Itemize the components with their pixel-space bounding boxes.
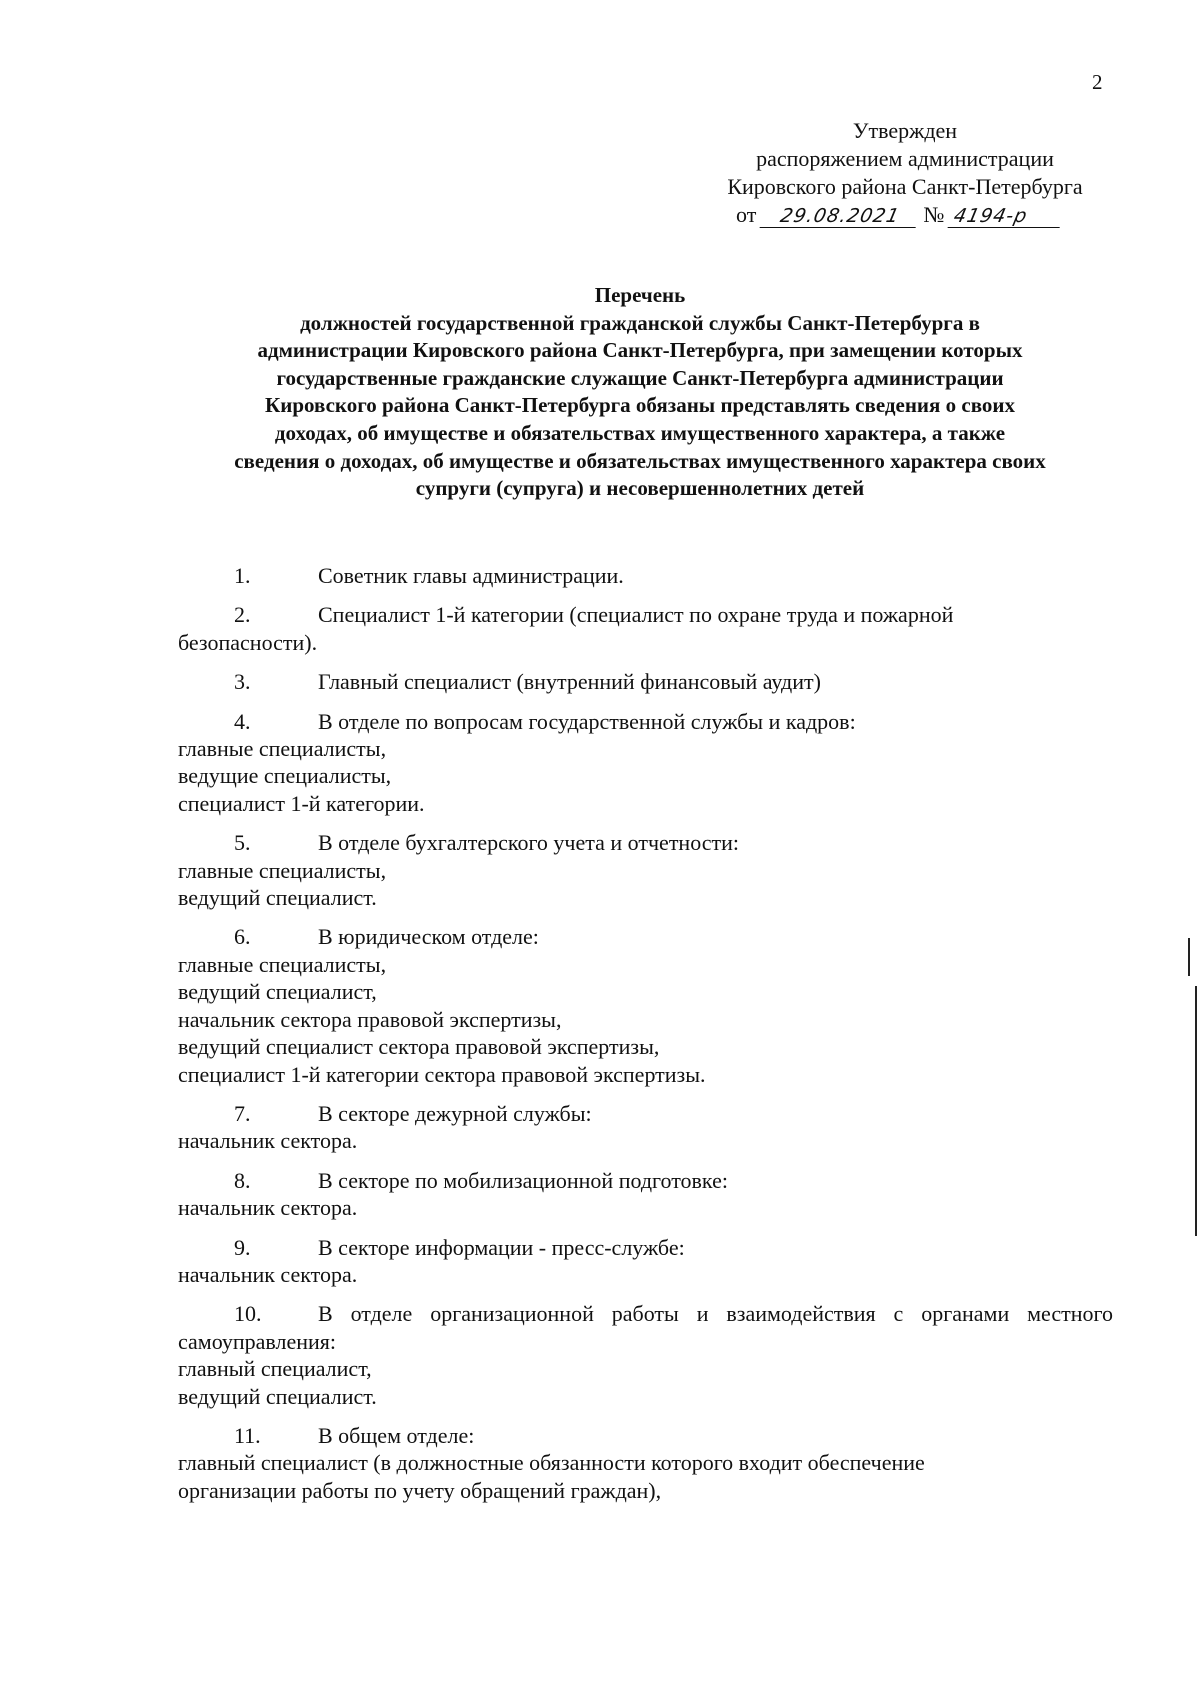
item-text: В отделе организационной работы и взаимодействия с органами местного [318,1301,1113,1327]
item-sub-position: начальник сектора. [178,1195,358,1221]
item-text: В секторе по мобилизационной подготовке: [318,1167,728,1193]
list-item [178,1422,1113,1504]
approval-line: Кировского района Санкт-Петербурга [727,174,1083,199]
item-number: 9. [234,1234,251,1260]
item-number: 2. [234,602,251,628]
item-sub-position: организации работы по учету обращений граждан), [178,1477,662,1503]
item-continuation: самоуправления: [178,1328,337,1354]
list-item [178,923,1113,1087]
item-text: Главный специалист (внутренний финансовый аудит) [318,669,821,695]
list-item [178,668,1113,695]
item-sub-position: ведущий специалист, [178,979,377,1005]
item-sub-position: начальник сектора. [178,1128,358,1154]
approval-line: Утвержден [852,118,958,143]
number-label: № [923,202,945,227]
document-title [175,282,1105,503]
item-sub-position: ведущие специалисты, [178,763,392,789]
item-number: 6. [234,924,251,950]
item-text: В отделе по вопросам государственной службы и кадров: [318,708,856,734]
item-sub-position: специалист 1-й категории сектора правовой экспертизы. [178,1061,706,1087]
item-sub-position: главные специалисты, [178,951,387,977]
item-number: 5. [234,830,251,856]
item-number: 3. [234,669,251,695]
item-text: В секторе дежурной службы: [318,1100,592,1126]
item-sub-position: главный специалист, [178,1356,372,1382]
scan-artifact-line [1195,986,1197,1236]
approval-stamp-block [700,117,1110,229]
item-sub-position: специалист 1-й категории. [178,790,425,816]
title-line: сведения о доходах, об имуществе и обязательствах имущественного характера своих [234,448,1046,473]
list-item [178,708,1113,818]
item-text: В общем отделе: [318,1422,475,1448]
item-text: В отделе бухгалтерского учета и отчетности: [318,830,740,856]
item-number: 11. [234,1422,261,1448]
title-line: супруги (супруга) и несовершеннолетних детей [415,476,865,501]
list-item [178,562,1113,589]
item-text: В секторе информации - пресс-службе: [318,1234,685,1260]
list-item [178,1100,1113,1155]
item-number: 10. [234,1301,262,1327]
list-item [178,1300,1113,1410]
page-number: 2 [1092,70,1103,94]
item-sub-position: главные специалисты, [178,736,387,762]
approval-date-number-line [700,201,1110,229]
item-text: Советник главы администрации. [318,563,624,588]
item-sub-position: главный специалист (в должностные обязанности которого входит обеспечение [178,1450,925,1476]
title-line: государственные гражданские служащие Санкт-Петербурга администрации [276,365,1004,390]
handwritten-number: 4194-р [947,205,1064,228]
from-label: от [736,202,757,227]
title-line: администрации Кировского района Санкт-Петербурга, при замещении которых [257,338,1023,363]
item-number: 8. [234,1167,251,1193]
scan-artifact-line [1188,938,1190,976]
item-sub-position: ведущий специалист. [178,885,377,911]
list-item [178,829,1113,911]
item-sub-position: главные специалисты, [178,857,387,883]
handwritten-date: 29.08.2021 [759,205,920,228]
item-text: Специалист 1-й категории (специалист по охране труда и пожарной [318,602,954,628]
item-number: 7. [234,1100,251,1126]
item-sub-position: ведущий специалист сектора правовой экспертизы, [178,1034,660,1060]
item-number: 1. [234,563,251,588]
item-sub-position: начальник сектора. [178,1261,358,1287]
item-number: 4. [234,708,251,734]
item-sub-position: начальник сектора правовой экспертизы, [178,1006,562,1032]
title-heading: Перечень [594,283,686,307]
item-text: В юридическом отделе: [318,924,539,950]
list-item [178,601,1113,656]
title-line: доходах, об имуществе и обязательствах имущественного характера, а также [274,420,1006,445]
title-line: Кировского района Санкт-Петербурга обязаны представлять сведения о своих [265,393,1015,418]
list-item [178,1234,1113,1289]
approval-line: распоряжением администрации [756,146,1054,171]
item-continuation: безопасности). [178,629,318,655]
item-sub-position: ведущий специалист. [178,1383,377,1409]
positions-list [178,562,1113,1516]
title-line: должностей государственной гражданской службы Санкт-Петербурга в [300,310,980,335]
list-item [178,1167,1113,1222]
